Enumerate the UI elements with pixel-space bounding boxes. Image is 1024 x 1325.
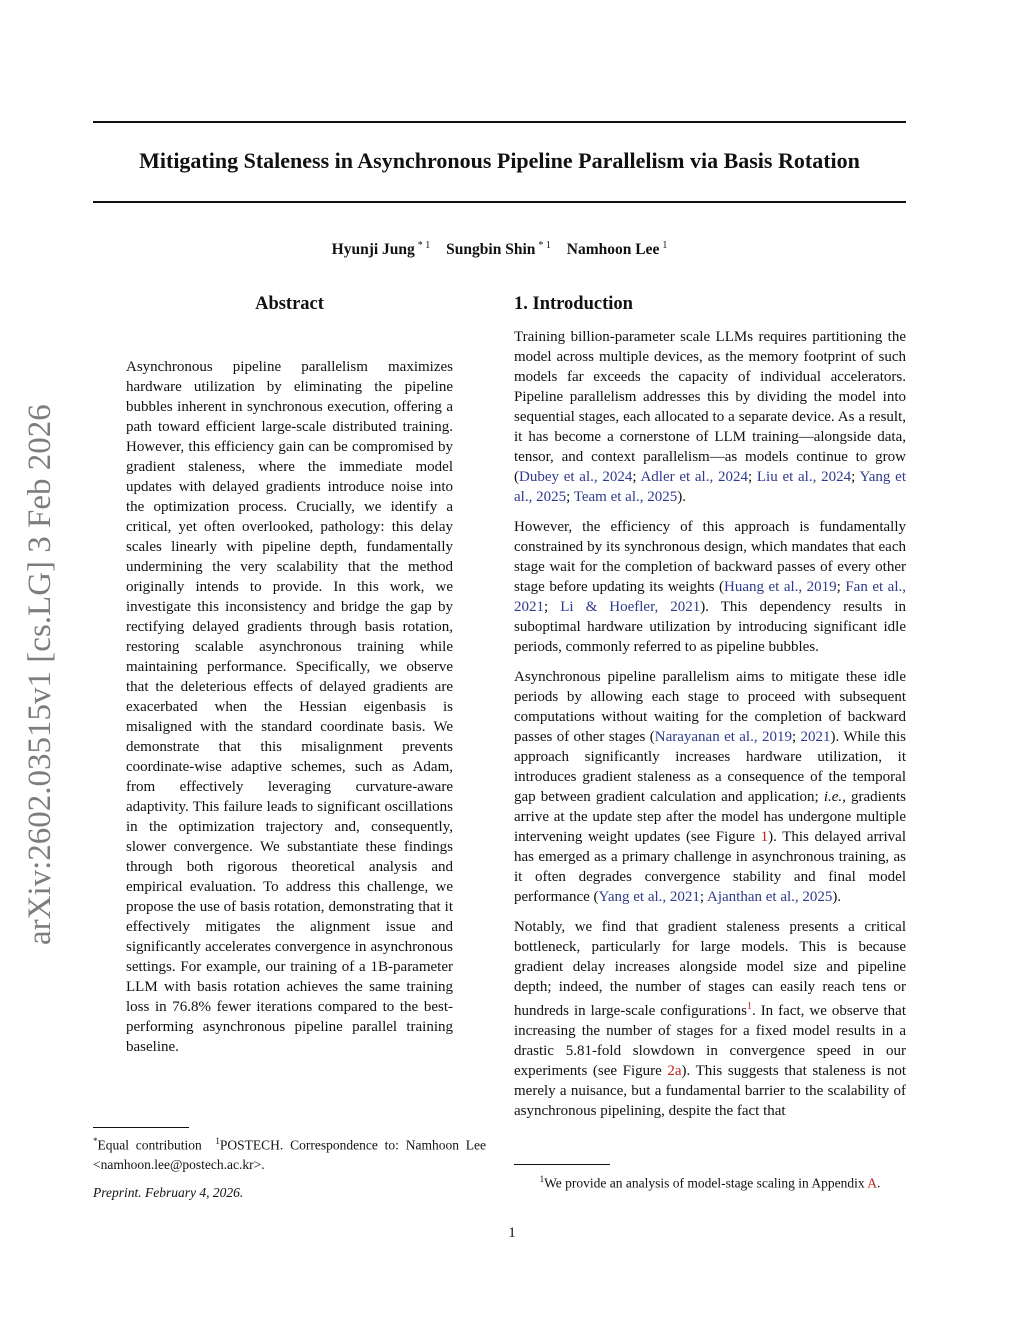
- author-affiliation-mark: * 1: [417, 240, 431, 251]
- introduction-body: [514, 327, 906, 1131]
- paragraph: However, the efficiency of this approach is fundamentally constrained by its synchronous design, which mandates that each stage wait for the completion of backward passes of every other stage before updating its weights (Huang et al., 2019; Fan et al., 2021; Li & Hoefler, 2021). This dependency results in suboptimal hardware utilization by introducing significant idle periods, commonly referred to as pipeline bubbles.: [514, 519, 907, 655]
- author-list: [93, 236, 906, 260]
- title-rule-top: [93, 121, 906, 123]
- citation-link[interactable]: Fan et al., 2021: [514, 579, 907, 615]
- footnote-affiliations: [93, 1132, 486, 1174]
- author-name: Sungbin Shin: [446, 241, 536, 259]
- paragraph-text: Training billion-parameter scale LLMs requires partitioning the model across multiple devices, as the memory footprint of such models far exceeds the capacity of individual accelerators. Pipeline parallelism addresses this by dividing the model into sequential stages, each allocated to a separate device. As a result, it has become a cornerstone of LLM training—alongside data, tensor, and context parallelism—as models continue to grow (: [514, 329, 906, 485]
- citation-link[interactable]: Team et al., 2025: [573, 489, 678, 505]
- footnote-appendix: [514, 1170, 906, 1193]
- footnote-text: POSTECH. Correspondence to: Namhoon Lee <namhoon.lee@postech.ac.kr>.: [93, 1137, 486, 1172]
- author-name: Namhoon Lee: [566, 241, 660, 259]
- paragraph-text: , gradients arrive at the update step after the model has undergone multiple intervening weight updates (see Figure: [514, 789, 907, 845]
- author-name: Hyunji Jung: [331, 241, 415, 259]
- paragraph-text: ). This dependency results in suboptimal hardware utilization by introducing significant idle periods, commonly referred to as pipeline bubbles.: [514, 599, 907, 655]
- section-heading-introduction: 1. Introduction: [514, 294, 633, 314]
- paragraph-text: ). While this approach significantly increases hardware utilization, it introduces gradient staleness as a consequence of the temporal gap between gradient calculation and application;: [514, 729, 907, 805]
- author: [567, 241, 668, 258]
- citation-link[interactable]: Ajanthan et al., 2025: [707, 889, 833, 905]
- author-affiliation-mark: 1: [662, 240, 668, 251]
- citation-link[interactable]: 2021: [800, 729, 831, 745]
- paragraph: Asynchronous pipeline parallelism aims to mitigate these idle periods by allowing each stage to proceed with subsequent computations without waiting for the completion of backward passes of other stages (Narayanan et al., 2019; 2021). While this approach significantly increases hardware utilization, it introduces gradient staleness as a consequence of the temporal gap between gradient calculation and application; i.e., gradients arrive at the update step after the model has undergone multiple intervening weight updates (see Figure 1). This delayed arrival has emerged as a primary challenge in asynchronous training, as it often degrades convergence stability and final model performance (Yang et al., 2021; Ajanthan et al., 2025).: [514, 669, 907, 905]
- paragraph-text: However, the efficiency of this approach is fundamentally constrained by its synchronous design, which mandates that each stage wait for the completion of backward passes of every other stage before updating its weights (: [514, 519, 906, 595]
- paragraph-text: ).: [832, 889, 842, 905]
- appendix-link[interactable]: A: [867, 1175, 878, 1191]
- figure-link[interactable]: 2a: [667, 1063, 682, 1079]
- abstract-text: Asynchronous pipeline parallelism maximizes hardware utilization by eliminating the pipeline bubbles inherent in synchronous execution, offering a path toward efficient large-scale distributed training. However, this efficiency gain can be compromised by gradient staleness, where the immediate model updates with delayed gradients introduce noise into the optimization process. Crucially, we identify a critical, yet often overlooked, pathology: this delay scales linearly with pipeline depth, fundamentally undermining the very scalability that the method originally intends to provide. In this work, we investigate this inconsistency and bridge the gap by rectifying delayed gradients through basis rotation, restoring scalable asynchronous training while maintaining performance. Specifically, we observe that the deleterious effects of delayed gradients are exacerbated when the Hessian eigenbasis is misaligned with the standard coordinate basis. We demonstrate that this misalignment prevents coordinate-wise adaptive schemes, such as Adam, from effectively leveraging curvature-aware adaptivity. This failure leads to significant oscillations in the optimization trajectory and, consequently, slower convergence. We substantiate these findings through both rigorous theoretical analysis and empirical evaluation. To address this challenge, we propose the use of basis rotation, demonstrating that it effectively mitigates the alignment issue and significantly accelerates convergence in asynchronous settings. For example, our training of a 1B-parameter LLM with basis rotation achieves the same training loss in 76.8% fewer iterations compared to the best-performing asynchronous pipeline parallel training baseline.: [126, 359, 453, 1055]
- page-number: 1: [508, 1225, 516, 1241]
- citation-link[interactable]: Li & Hoefler, 2021: [560, 599, 701, 615]
- citation-link[interactable]: Yang et al., 2021: [598, 889, 700, 905]
- citation-link[interactable]: Adler et al., 2024: [640, 469, 748, 485]
- preprint-note: Preprint. February 4, 2026.: [93, 1185, 244, 1200]
- footnote-text: Equal contribution: [97, 1137, 202, 1153]
- citation-link[interactable]: Huang et al., 2019: [723, 579, 837, 595]
- italic-text: i.e.: [823, 789, 843, 805]
- paragraph-text: ).: [677, 489, 686, 505]
- paragraph-text: ). This suggests that staleness is not merely a nuisance, but a fundamental barrier to the scalability of asynchronous pipelining, despite the fact that: [514, 1063, 907, 1119]
- author: [332, 241, 431, 258]
- footnote-divider: [93, 1127, 189, 1128]
- paragraph: Training billion-parameter scale LLMs requires partitioning the model across multiple devices, as the memory footprint of such models far exceeds the capacity of individual accelerators. Pipeline parallelism addresses this by dividing the model into sequential stages, each allocated to a separate device. As a result, it has become a cornerstone of LLM training—alongside data, tensor, and context parallelism—as models continue to grow (Dubey et al., 2024; Adler et al., 2024; Liu et al., 2024; Yang et al., 2025; Team et al., 2025).: [514, 329, 906, 505]
- citation-link[interactable]: Liu et al., 2024: [756, 469, 852, 485]
- footnote-text: .: [877, 1175, 881, 1191]
- paragraph: [514, 917, 906, 1121]
- citation-link[interactable]: Yang et al., 2025: [514, 469, 906, 505]
- footnote-mark: *: [93, 1136, 98, 1146]
- paragraph-text: Asynchronous pipeline parallelism aims to mitigate these idle periods by allowing each stage to proceed with subsequent computations without waiting for the completion of backward passes of other stages (: [514, 669, 906, 745]
- abstract-heading: Abstract: [255, 294, 324, 314]
- paragraph-text: ). This delayed arrival has emerged as a primary challenge in asynchronous training, as it often degrades convergence stability and final model performance (: [514, 829, 906, 905]
- footnote-divider: [514, 1164, 610, 1165]
- paper-title: Mitigating Staleness in Asynchronous Pipeline Parallelism via Basis Rotation: [139, 148, 860, 173]
- citation-link[interactable]: Dubey et al., 2024: [519, 469, 633, 485]
- author: [446, 241, 551, 258]
- footnote-mark: 1: [215, 1136, 220, 1146]
- paragraph-text: . In fact, we observe that increasing the number of stages for a fixed model results in a drastic 5.81-fold slowdown in convergence speed in our experiments (see Figure: [514, 1003, 906, 1079]
- citation-link[interactable]: Narayanan et al., 2019: [654, 729, 792, 745]
- author-affiliation-mark: * 1: [538, 240, 551, 251]
- footnote-mark: 1: [539, 1174, 545, 1184]
- arxiv-stamp: arXiv:2602.03515v1 [cs.LG] 3 Feb 2026: [22, 404, 58, 945]
- title-rule-bottom: [93, 201, 906, 203]
- paragraph-text: Notably, we find that gradient staleness presents a critical bottleneck, particularly for large models. This is because gradient delay increases alongside model size and pipeline depth; indeed, the number of stages can easily reach tens or hundreds in large-scale configurations: [514, 919, 906, 1019]
- figure-link[interactable]: 1: [760, 829, 769, 845]
- footnote-text: We provide an analysis of model-stage scaling in Appendix: [544, 1175, 868, 1191]
- footnote-link[interactable]: 1: [746, 1001, 752, 1012]
